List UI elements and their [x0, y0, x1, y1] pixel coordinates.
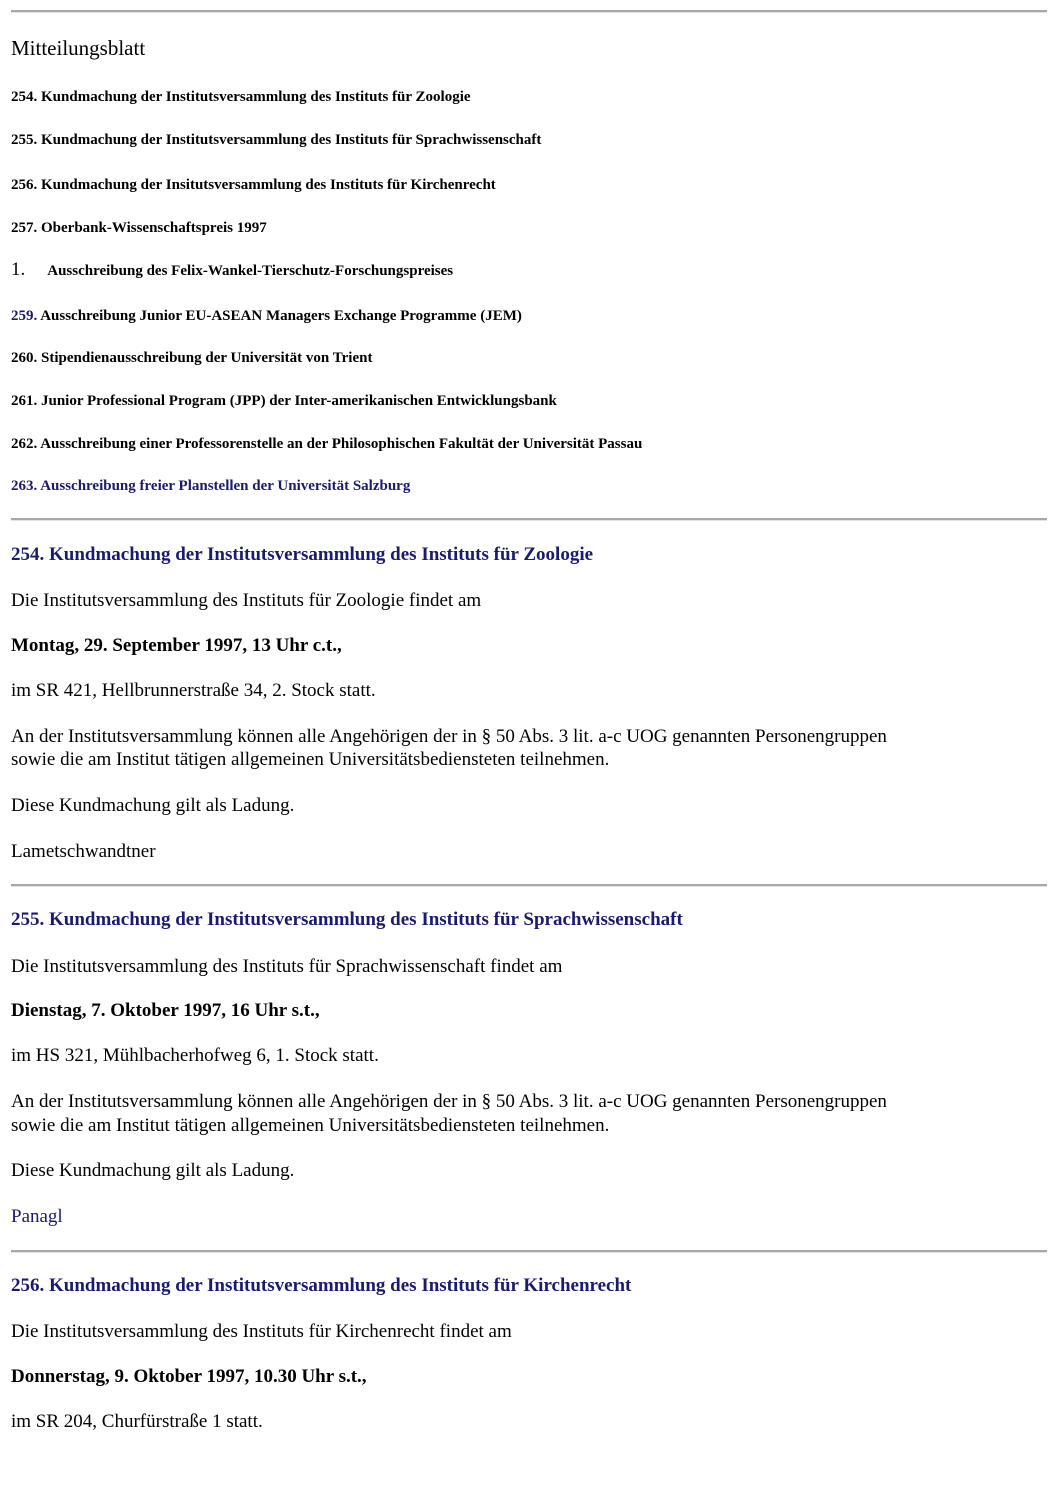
toc-list-number: 1.: [11, 259, 26, 280]
toc-item-255[interactable]: [11, 132, 541, 149]
toc-item-263[interactable]: [11, 478, 410, 495]
toc-num: 261.: [11, 393, 38, 409]
section-254-body-line1: An der Institutsversammlung können alle Angehörigen der in § 50 Abs. 3 lit. a-c UOG genannten Personengruppen: [11, 726, 887, 747]
section-254-location: im SR 421, Hellbrunnerstraße 34, 2. Stock statt.: [11, 680, 376, 701]
top-divider: [11, 10, 1047, 13]
toc-num: 255.: [11, 132, 38, 148]
toc-num: 262.: [11, 436, 38, 452]
section-256-date: Donnerstag, 9. Oktober 1997, 10.30 Uhr s.t.,: [11, 1366, 367, 1387]
toc-num: 257.: [11, 220, 38, 236]
section-divider: [11, 1250, 1047, 1253]
section-255-signature: Panagl: [11, 1206, 63, 1227]
toc-num: 260.: [11, 350, 38, 366]
toc-num: 259.: [11, 308, 38, 324]
section-254-note: Diese Kundmachung gilt als Ladung.: [11, 795, 295, 816]
section-256-intro: Die Institutsversammlung des Instituts für Kirchenrecht findet am: [11, 1321, 512, 1342]
toc-item-261[interactable]: [11, 393, 557, 410]
section-256-heading: 256. Kundmachung der Institutsversammlung des Instituts für Kirchenrecht: [11, 1275, 632, 1296]
section-255-body-line1: An der Institutsversammlung können alle Angehörigen der in § 50 Abs. 3 lit. a-c UOG genannten Personengruppen: [11, 1091, 887, 1112]
toc-text: Stipendienausschreibung der Universität von Trient: [41, 350, 373, 366]
section-255-body-line2: sowie die am Institut tätigen allgemeinen Universitätsbediensteten teilnehmen.: [11, 1115, 610, 1136]
toc-item-260[interactable]: [11, 350, 372, 367]
section-254-date: Montag, 29. September 1997, 13 Uhr c.t.,: [11, 635, 342, 656]
toc-num: 254.: [11, 89, 38, 105]
toc-text: Oberbank-Wissenschaftspreis 1997: [41, 220, 267, 236]
toc-item-262[interactable]: [11, 436, 642, 453]
toc-text: Junior Professional Program (JPP) der Inter-amerikanischen Entwicklungsbank: [41, 393, 557, 409]
section-255-note: Diese Kundmachung gilt als Ladung.: [11, 1160, 295, 1181]
section-255-location: im HS 321, Mühlbacherhofweg 6, 1. Stock statt.: [11, 1045, 379, 1066]
toc-item-257[interactable]: [11, 220, 267, 237]
toc-item-254[interactable]: [11, 89, 471, 106]
toc-item-258[interactable]: [11, 259, 453, 281]
section-254-heading: 254. Kundmachung der Institutsversammlung des Instituts für Zoologie: [11, 544, 594, 565]
section-255-date: Dienstag, 7. Oktober 1997, 16 Uhr s.t.,: [11, 1000, 320, 1021]
section-254-intro: Die Institutsversammlung des Instituts für Zoologie findet am: [11, 590, 482, 611]
toc-text: Kundmachung der Insitutsversammlung des Instituts für Kirchenrecht: [41, 177, 496, 193]
toc-num: 263.: [11, 478, 38, 494]
toc-text: Ausschreibung freier Planstellen der Universität Salzburg: [40, 478, 411, 494]
section-divider: [11, 518, 1047, 521]
section-divider: [11, 884, 1047, 887]
section-254-body-line2: sowie die am Institut tätigen allgemeinen Universitätsbediensteten teilnehmen.: [11, 749, 610, 770]
toc-item-259[interactable]: [11, 308, 522, 325]
page-title: Mitteilungsblatt: [11, 36, 146, 60]
section-255-intro: Die Institutsversammlung des Instituts für Sprachwissenschaft findet am: [11, 956, 563, 977]
toc-text: Kundmachung der Institutsversammlung des Instituts für Zoologie: [41, 89, 471, 105]
section-255-heading: 255. Kundmachung der Institutsversammlung des Instituts für Sprachwissenschaft: [11, 909, 683, 930]
toc-text: Ausschreibung Junior EU-ASEAN Managers Exchange Programme (JEM): [40, 308, 522, 324]
toc-text: Kundmachung der Institutsversammlung des Instituts für Sprachwissenschaft: [41, 132, 542, 148]
toc-item-256[interactable]: [11, 177, 496, 194]
toc-text: Ausschreibung des Felix-Wankel-Tierschutz-Forschungspreises: [47, 263, 454, 279]
section-256-location: im SR 204, Churfürstraße 1 statt.: [11, 1411, 263, 1432]
toc-num: 256.: [11, 177, 38, 193]
toc-text: Ausschreibung einer Professorenstelle an der Philosophischen Fakultät der Universität Passau: [40, 436, 643, 452]
section-254-signature: Lametschwandtner: [11, 841, 156, 862]
